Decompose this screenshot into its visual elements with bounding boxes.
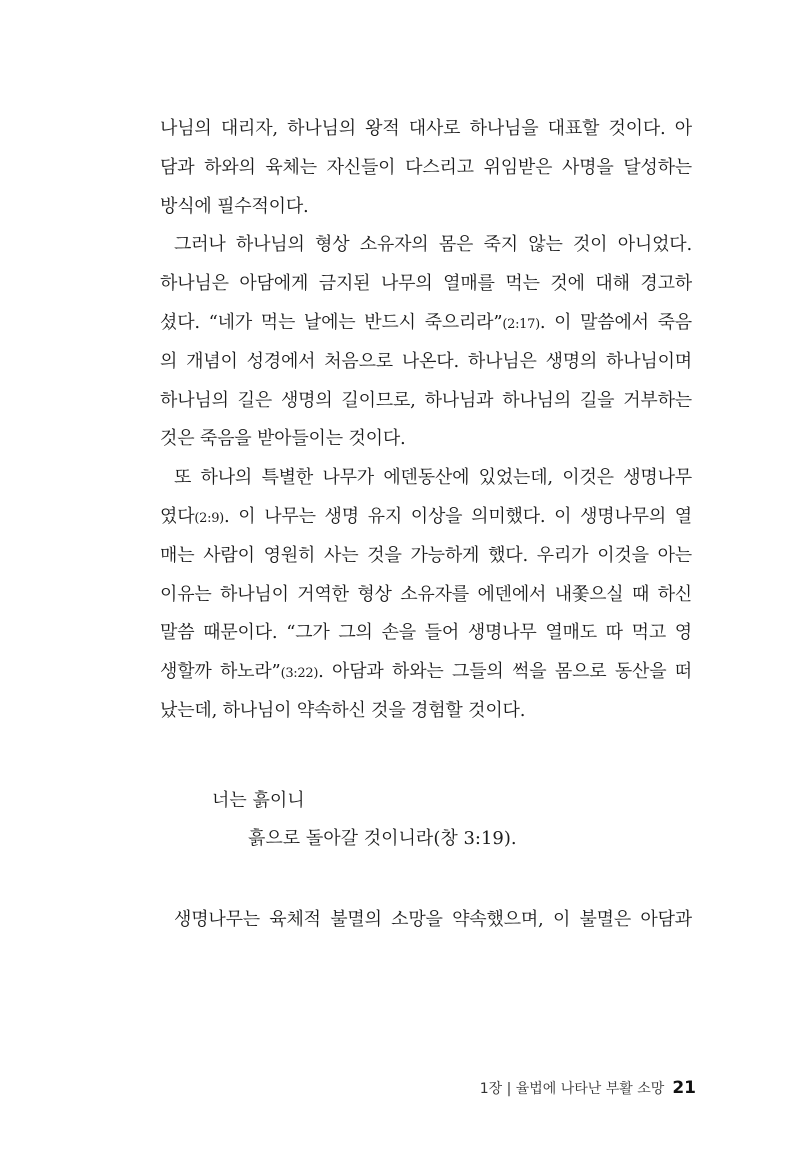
paragraph-4-line-1: 생명나무는 육체적 불멸의 소망을 약속했으며, 이 불멸은 아담과: [174, 909, 692, 930]
paragraph-3-line-6: [160, 653, 692, 692]
paragraph-3-line-1: 또 하나의 특별한 나무가 에덴동산에 있었는데, 이것은 생명나무: [174, 467, 692, 489]
body-text: [160, 110, 692, 731]
paragraph-3-line-2-text-a: 였다: [160, 505, 195, 527]
scripture-reference: (2:17): [502, 316, 540, 332]
page-number: 21: [672, 1078, 696, 1098]
paragraph-1-line-1: 나님의 대리자, 하나님의 왕적 대사로 하나님을 대표할 것이다. 아: [160, 118, 692, 139]
paragraph-3-line-7: 났는데, 하나님이 약속하신 것을 경험할 것이다.: [160, 699, 526, 721]
paragraph-2-line-1: 그러나 하나님의 형상 소유자의 몸은 죽지 않는 것이 아니었다.: [174, 234, 692, 256]
paragraph-3-line-5: 말씀 때문이다. “그가 그의 손을 들어 생명나무 열매도 따 먹고 영: [160, 622, 692, 644]
paragraph-3-line-3: 매는 사람이 영원히 사는 것을 가능하게 했다. 우리가 이것을 아는: [160, 544, 692, 566]
paragraph-2-line-2: 하나님은 아담에게 금지된 나무의 열매를 먹는 것에 대해 경고하: [160, 273, 692, 295]
paragraph-2-line-6: 것은 죽음을 받아들이는 것이다.: [160, 428, 406, 450]
paragraph-3-line-6-text-b: . 아담과 하와는 그들의 썩을 몸으로 동산을 떠: [318, 661, 692, 683]
paragraph-1-line-2: 담과 하와의 육체는 자신들이 다스리고 위임받은 사명을 달성하는: [160, 156, 692, 178]
chapter-title: 1장 | 율법에 나타난 부활 소망: [479, 1081, 665, 1097]
block-quote-line-1: 너는 흙이니: [212, 790, 305, 811]
paragraph-3-line-2-text-b: . 이 나무는 생명 유지 이상을 의미했다. 이 생명나무의 열: [223, 505, 692, 527]
scripture-reference: (3:22): [280, 666, 319, 682]
paragraph-3-line-4: 이유는 하나님이 거역한 형상 소유자를 에덴에서 내쫓으실 때 하신: [160, 583, 692, 605]
block-quote-line-2: 흙으로 돌아갈 것이니라(창 3:19).: [248, 828, 517, 849]
paragraph-2-line-4: 의 개념이 성경에서 처음으로 나온다. 하나님은 생명의 하나님이며: [160, 350, 692, 372]
paragraph-3-line-6-text-a: 생할까 하노라”: [160, 661, 281, 683]
paragraph-2-line-5: 하나님의 길은 생명의 길이므로, 하나님과 하나님의 길을 거부하는: [160, 389, 692, 411]
paragraph-2-line-3-text-b: . 이 말씀에서 죽음: [539, 311, 692, 333]
paragraph-2-line-3: [160, 304, 692, 343]
paragraph-3-line-2: [160, 498, 692, 537]
paragraph-2-line-3-text-a: 셨다. “네가 먹는 날에는 반드시 죽으리라”: [160, 311, 503, 333]
running-footer: [480, 1076, 696, 1101]
paragraph-1-line-3: 방식에 필수적이다.: [160, 195, 309, 217]
scripture-reference: (2:9): [194, 510, 224, 526]
